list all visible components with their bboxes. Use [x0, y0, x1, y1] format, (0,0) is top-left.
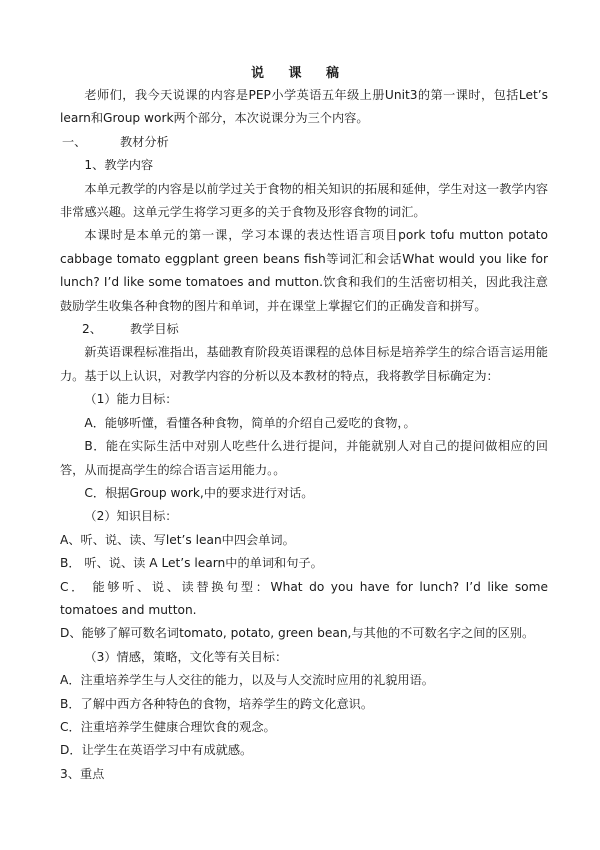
document-title: 说 课 稿 [250, 66, 350, 81]
list-item: B． 听、说、读 A Let’s learn中的单词和句子。 [60, 556, 323, 571]
section-number: 2、 [82, 322, 102, 337]
list-item: A．能够听懂，看懂各种食物，简单的介绍自己爱吃的食物，。 [84, 415, 416, 430]
body-paragraph: 新英语课程标准指出，基础教育阶段英语课程的总体目标是培养学生的综合语言运用能力。基于以上认识，对教学内容的分析以及本教材的特点，我将教学目标确定为： [60, 345, 548, 383]
section-heading-materials [60, 131, 548, 154]
list-item: A、听、说、读、写let’s lean中四会单词。 [60, 532, 295, 547]
list-item: B．了解中西方各种特色的食物，培养学生的跨文化意识。 [60, 696, 374, 711]
section-heading-goals [60, 318, 548, 341]
section-heading-keypoints: 3、重点 [60, 766, 105, 781]
body-paragraph: 本课时是本单元的第一课，学习本课的表达性语言项目pork tofu mutton potato cabbage tomato eggplant green beans fish等词汇和会话What would you like for lunch? I’d like some tomatoes and mutton.饮食和我们的生活密切相关，因此我注意鼓励学生收集各种食物的图片和单词，并在课堂上掌握它们的正确发音和拼写。 [60, 228, 548, 313]
knowledge-heading: （2）知识目标： [84, 509, 178, 524]
section-label: 教材分析 [120, 134, 169, 149]
section-number: 一、 [62, 134, 87, 149]
intro-paragraph: 老师们，我今天说课的内容是PEP小学英语五年级上册Unit3的第一课时，包括Let’s learn和Group work两个部分，本次说课分为三个内容。 [60, 88, 548, 126]
subsection-heading: 1、教学内容 [84, 158, 154, 173]
list-item: A．注重培养学生与人交往的能力，以及与人交流时应用的礼貌用语。 [60, 673, 434, 688]
list-item: D、能够了解可数名词tomato, potato, green bean,与其他的不可数名字之间的区别。 [60, 626, 535, 641]
list-item: C．注重培养学生健康合理饮食的观念。 [60, 719, 276, 734]
list-item: B．能在实际生活中对别人吃些什么进行提问，并能就别人对自己的提问做相应的回答，从而提高学生的综合语言运用能力。。 [60, 439, 548, 477]
body-paragraph: 本单元教学的内容是以前学过关于食物的相关知识的拓展和延伸，学生对这一教学内容非常感兴趣。这单元学生将学习更多的关于食物及形容食物的词汇。 [60, 181, 548, 220]
document-body [60, 84, 548, 786]
section-label: 教学目标 [130, 322, 179, 337]
list-item: C． 能够听、说、读替换句型：What do you have for lunch? I’d like some tomatoes and mutton. [60, 579, 548, 617]
emotion-heading: （3）情感，策略，文化等有关目标： [84, 649, 288, 664]
ability-heading: （1）能力目标： [84, 392, 178, 407]
list-item: D．让学生在英语学习中有成就感。 [60, 743, 253, 758]
list-item: C．根据Group work,中的要求进行对话。 [84, 485, 314, 500]
